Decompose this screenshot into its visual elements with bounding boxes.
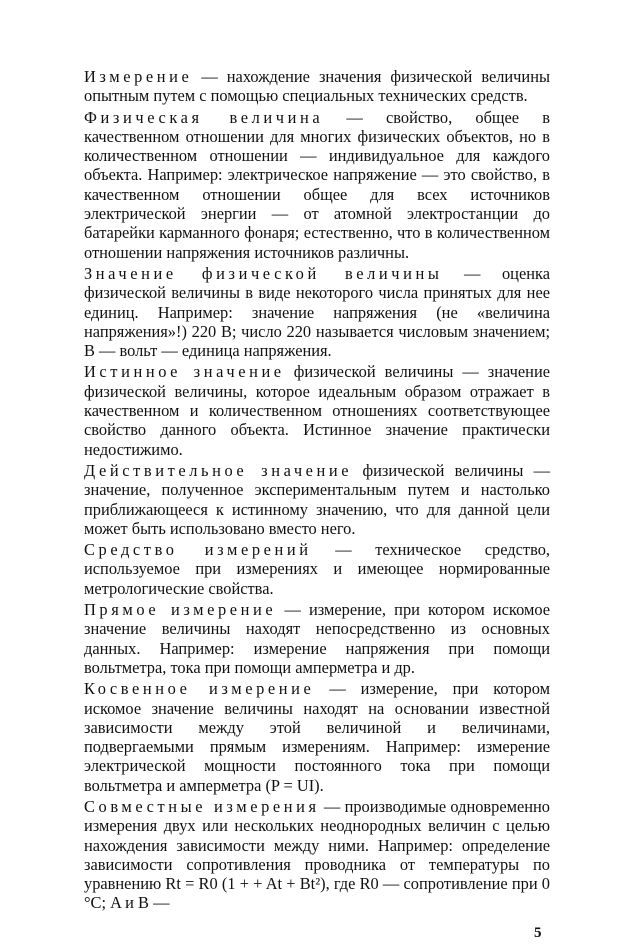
- paragraph-izmerenie: [84, 67, 550, 106]
- term-pryamoe: Прямое измерение: [84, 600, 277, 620]
- definition-pryamoe: — измерение, при котором искомое значение величины находят непосредственно из основных данных. Например: измерение напряжения при помощи вольтметра, тока при помощи амперметра и др.: [84, 600, 550, 677]
- term-izmerenie: Измерение: [84, 67, 193, 86]
- text-column: [84, 67, 550, 915]
- definition-istinnoe: физической величины — значение физической величины, которое идеальным образом отражает в качественном и количественном отношениях соответствующее свойство данного объекта. Истинное значение практически недостижимо.: [84, 362, 550, 459]
- definition-deystvitelnoe: физической величины — значение, полученное экспериментальным путем и настолько приближающееся к истинному значению, что для данной цели может быть использовано вместо него.: [84, 460, 550, 538]
- definition-sredstvo: — техническое средство, используемое при измерениях и имеющее нормированные метрологические свойства.: [84, 540, 551, 598]
- definition-kosvennoe: — измерение, при котором искомое значение величины находят на основании известной зависимости между этой величиной и величинами, подвергаемыми прямым измерениям. Например: измерение электрической мощности постоянного тока при помощи вольтметра и амперметра (P = UI).: [84, 679, 550, 795]
- page-number: 5: [534, 925, 542, 941]
- definition-fizicheskaya-velichina: — свойство, общее в качественном отношении для многих физических объектов, но в количественном отношении — индивидуальное для каждого объекта. Например: электрическое напряжение — это свойство, в качественном отношении общее для всех источников электрической энергии — от атомной электростанции до батарейки карманного фонаря; естественно, что в количественном отношении напряжения источников различны.: [84, 107, 550, 262]
- definition-znachenie: — оценка физической величины в виде некоторого числа принятых для нее единиц. Например: значение напряжения (не «величина напряжения»!) 220 В; число 220 называется числовым значением; В — вольт — единица напряжения.: [84, 263, 550, 361]
- term-kosvennoe: Косвенное измерение: [84, 679, 315, 699]
- paragraph-kosvennoe: [84, 679, 550, 795]
- definition-sovmestnye: — производимые одновременно измерения двух или нескольких неоднородных величин с целью нахождения зависимости между ними. Например: определение зависимости сопротивления проводника от температуры по уравнению Rt = R0 (1 + + At + Bt²), где R0 — сопротивление при 0 °С; A и B —: [84, 796, 551, 913]
- term-sredstvo: Средство измерений: [84, 540, 312, 560]
- paragraph-fizicheskaya-velichina: [84, 108, 550, 262]
- paragraph-sredstvo: [84, 540, 550, 598]
- term-znachenie: Значение физической величины: [84, 263, 443, 283]
- term-istinnoe: Истинное значение: [84, 362, 285, 382]
- paragraph-znachenie: [84, 264, 550, 360]
- term-deystvitelnoe: Действительное значение: [84, 460, 353, 480]
- paragraph-sovmestnye: [84, 797, 550, 913]
- definition-izmerenie: — нахождение значения физической величины опытным путем с помощью специальных технических средств.: [84, 67, 550, 106]
- paragraph-pryamoe: [84, 600, 550, 677]
- paragraph-istinnoe: [84, 362, 550, 458]
- term-sovmestnye: Совместные измерения: [84, 796, 320, 816]
- term-fizicheskaya-velichina: Физическая величина: [84, 107, 324, 127]
- paragraph-deystvitelnoe: [84, 461, 550, 538]
